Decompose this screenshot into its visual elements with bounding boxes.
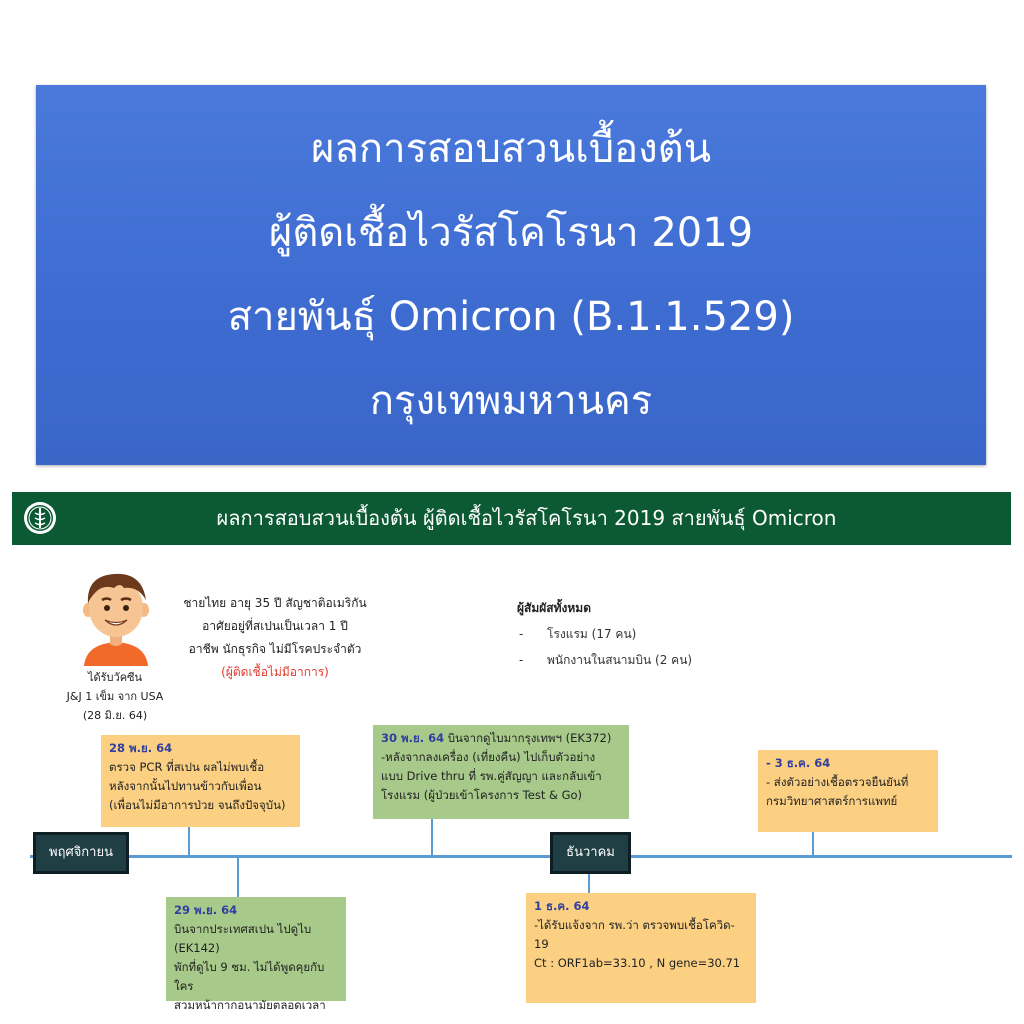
contact-item: - โรงแรม (17 คน)	[519, 627, 637, 641]
event-line: หลังจากนั้นไปทานข้าวกับเพื่อน	[109, 779, 262, 793]
event-date: 30 พ.ย. 64	[381, 731, 445, 745]
event-date: 28 พ.ย. 64	[109, 741, 173, 755]
event-line: โรงแรม (ผู้ป่วยเข้าโครงการ Test & Go)	[381, 788, 583, 802]
slide-title-line-2: ผู้ติดเชื้อไวรัสโคโรนา 2019	[268, 210, 754, 256]
contact-item-label: โรงแรม (17 คน)	[547, 627, 637, 641]
slide-title-line-3: สายพันธุ์ Omicron (B.1.1.529)	[227, 294, 795, 340]
contact-item: - พนักงานในสนามบิน (2 คน)	[519, 653, 693, 667]
vaccine-info	[55, 668, 175, 725]
event-line: พักที่ดูไบ 9 ชม. ไม่ได้พูดคุยกับใคร	[174, 960, 325, 993]
event-box-30-nov	[373, 725, 629, 819]
title-slide	[36, 85, 986, 465]
slide-title-line-1: ผลการสอบสวนเบื้องต้น	[310, 126, 712, 172]
event-line: -ได้รับแจ้งจาก รพ.ว่า ตรวจพบเชื้อโควิด-	[534, 918, 735, 932]
event-line: 19	[534, 937, 549, 951]
vaccine-line-2: J&J 1 เข็ม จาก USA	[66, 690, 164, 703]
banner-title: ผลการสอบสวนเบื้องต้น ผู้ติดเชื้อไวรัสโคโรนา 2019 สายพันธุ์ Omicron	[216, 506, 837, 530]
man-avatar-icon	[80, 570, 152, 666]
event-line: - ส่งตัวอย่างเชื้อตรวจยืนยันที่	[766, 775, 909, 789]
timeline-axis	[30, 855, 1012, 858]
event-date: - 3 ธ.ค. 64	[766, 756, 831, 770]
month-label-december: ธันวาคม	[550, 832, 631, 874]
event-box-3-dec	[758, 750, 938, 832]
profile-line-3: อาชีพ นักธุรกิจ ไม่มีโรคประจำตัว	[188, 642, 362, 656]
event-line: ตรวจ PCR ที่สเปน ผลไม่พบเชื้อ	[109, 760, 265, 774]
profile-line-2: อาศัยอยู่ที่สเปนเป็นเวลา 1 ปี	[202, 619, 348, 633]
event-line: บินจากดูไบมากรุงเทพฯ (EK372)	[444, 731, 612, 745]
contacts-title: ผู้สัมผัสทั้งหมด	[517, 601, 592, 615]
patient-profile	[160, 592, 390, 684]
timeline-connector	[237, 857, 239, 897]
vaccine-line-3: (28 มิ.ย. 64)	[82, 709, 148, 722]
event-line: Ct : ORF1ab=33.10 , N gene=30.71	[534, 956, 741, 970]
vaccine-line-1: ได้รับวัคซีน	[87, 671, 143, 684]
asymptomatic-note: (ผู้ติดเชื้อไม่มีอาการ)	[221, 665, 329, 679]
event-date: 29 พ.ย. 64	[174, 903, 238, 917]
header-banner	[12, 492, 1011, 545]
event-line: (เพื่อนไม่มีอาการป่วย จนถึงปัจจุบัน)	[109, 798, 286, 812]
event-box-28-nov	[101, 735, 300, 827]
timeline-connector	[188, 826, 190, 856]
event-line: กรมวิทยาศาสตร์การแพทย์	[766, 794, 898, 808]
event-line: สวมหน้ากากอนามัยตลอดเวลา	[174, 998, 326, 1012]
event-line: แบบ Drive thru ที่ รพ.คู่สัญญา และกลับเข้า	[381, 769, 602, 783]
month-label-november: พฤศจิกายน	[33, 832, 129, 874]
event-line: -หลังจากลงเครื่อง (เที่ยงคืน) ไปเก็บตัวอย่าง	[381, 750, 596, 764]
contacts-summary	[517, 595, 692, 673]
event-box-1-dec	[526, 893, 756, 1003]
event-line: บินจากประเทศสเปน ไปดูไบ (EK142)	[174, 922, 312, 955]
slide-title-line-4: กรุงเทพมหานคร	[369, 378, 653, 424]
profile-line-1: ชายไทย อายุ 35 ปี สัญชาติอเมริกัน	[183, 596, 367, 610]
contact-item-label: พนักงานในสนามบิน (2 คน)	[547, 653, 693, 667]
timeline-connector	[812, 831, 814, 856]
event-date: 1 ธ.ค. 64	[534, 899, 590, 913]
timeline-connector	[431, 818, 433, 856]
event-box-29-nov	[166, 897, 346, 1012]
